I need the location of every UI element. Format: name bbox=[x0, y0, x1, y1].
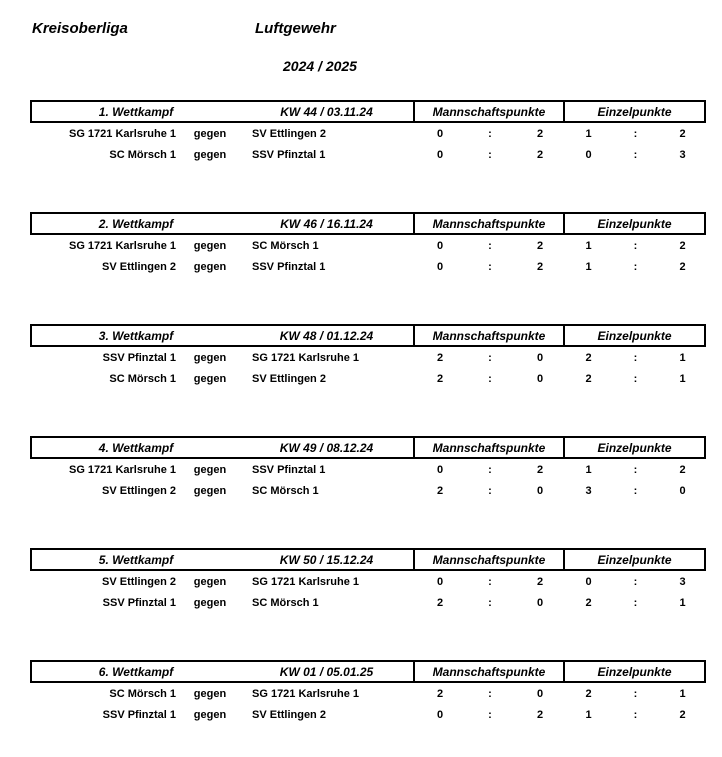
home-team: SC Mörsch 1 bbox=[109, 687, 176, 700]
single-points-home: 0 bbox=[585, 575, 592, 588]
home-team: SV Ettlingen 2 bbox=[102, 575, 176, 588]
single-points-home: 1 bbox=[585, 127, 592, 140]
away-team: SSV Pfinztal 1 bbox=[252, 463, 326, 476]
team-points-home: 2 bbox=[436, 687, 444, 700]
colon-separator: : bbox=[488, 148, 492, 161]
single-points-home: 2 bbox=[585, 596, 592, 609]
team-points-away: 2 bbox=[536, 239, 544, 252]
single-points-home: 2 bbox=[585, 687, 592, 700]
colon-separator: : bbox=[633, 708, 638, 721]
match-row bbox=[30, 704, 706, 725]
single-points-away: 2 bbox=[679, 260, 686, 273]
team-points-home: 2 bbox=[436, 484, 444, 497]
competition-title: 1. Wettkampf bbox=[98, 104, 174, 119]
team-points-header: Mannschaftspunkte bbox=[413, 550, 563, 569]
away-team: SSV Pfinztal 1 bbox=[252, 148, 326, 161]
team-points-home: 0 bbox=[436, 575, 444, 588]
team-points-header: Mannschaftspunkte bbox=[413, 102, 563, 121]
match-row bbox=[30, 683, 706, 704]
colon-separator: : bbox=[488, 596, 492, 609]
versus-label: gegen bbox=[193, 148, 227, 161]
colon-separator: : bbox=[633, 575, 638, 588]
colon-separator: : bbox=[633, 127, 638, 140]
team-points-home: 0 bbox=[436, 127, 444, 140]
away-team: SSV Pfinztal 1 bbox=[252, 260, 326, 273]
single-points-away: 2 bbox=[679, 127, 686, 140]
single-points-away: 3 bbox=[679, 575, 686, 588]
competition-week: KW 50 / 15.12.24 bbox=[279, 552, 374, 567]
single-points-home: 0 bbox=[585, 148, 592, 161]
competition-block bbox=[30, 324, 706, 389]
competition-header bbox=[30, 100, 706, 123]
colon-separator: : bbox=[633, 596, 638, 609]
home-team: SV Ettlingen 2 bbox=[102, 260, 176, 273]
colon-separator: : bbox=[633, 687, 638, 700]
competitions-list bbox=[30, 100, 706, 725]
colon-separator: : bbox=[488, 239, 492, 252]
home-team: SV Ettlingen 2 bbox=[102, 484, 176, 497]
away-team: SV Ettlingen 2 bbox=[252, 127, 326, 140]
away-team: SC Mörsch 1 bbox=[252, 484, 319, 497]
single-points-header: Einzelpunkte bbox=[563, 662, 704, 681]
single-points-away: 2 bbox=[679, 239, 686, 252]
match-row bbox=[30, 459, 706, 480]
team-points-away: 2 bbox=[536, 148, 544, 161]
colon-separator: : bbox=[488, 372, 492, 385]
away-team: SG 1721 Karlsruhe 1 bbox=[252, 351, 360, 364]
single-points-away: 1 bbox=[679, 687, 686, 700]
versus-label: gegen bbox=[193, 260, 227, 273]
team-points-away: 2 bbox=[536, 127, 544, 140]
match-row bbox=[30, 144, 706, 165]
team-points-away: 2 bbox=[536, 575, 544, 588]
home-team: SSV Pfinztal 1 bbox=[102, 708, 176, 721]
single-points-home: 1 bbox=[585, 260, 592, 273]
single-points-away: 1 bbox=[679, 372, 686, 385]
team-points-away: 0 bbox=[536, 372, 544, 385]
single-points-home: 1 bbox=[585, 239, 592, 252]
team-points-home: 0 bbox=[436, 239, 444, 252]
team-points-away: 2 bbox=[536, 463, 544, 476]
team-points-home: 2 bbox=[436, 596, 444, 609]
colon-separator: : bbox=[488, 260, 492, 273]
competition-title: 2. Wettkampf bbox=[98, 216, 174, 231]
competition-title: 6. Wettkampf bbox=[98, 664, 174, 679]
single-points-away: 2 bbox=[679, 463, 686, 476]
single-points-away: 1 bbox=[679, 351, 686, 364]
team-points-home: 0 bbox=[436, 148, 444, 161]
colon-separator: : bbox=[488, 463, 492, 476]
home-team: SG 1721 Karlsruhe 1 bbox=[68, 463, 176, 476]
competition-week: KW 49 / 08.12.24 bbox=[279, 440, 374, 455]
match-row bbox=[30, 592, 706, 613]
team-points-home: 0 bbox=[436, 260, 444, 273]
away-team: SC Mörsch 1 bbox=[252, 239, 319, 252]
competition-block bbox=[30, 436, 706, 501]
competition-header bbox=[30, 548, 706, 571]
versus-label: gegen bbox=[193, 687, 227, 700]
single-points-away: 1 bbox=[679, 596, 686, 609]
colon-separator: : bbox=[633, 351, 638, 364]
match-row bbox=[30, 480, 706, 501]
colon-separator: : bbox=[488, 127, 492, 140]
home-team: SSV Pfinztal 1 bbox=[102, 596, 176, 609]
team-points-away: 0 bbox=[536, 687, 544, 700]
home-team: SSV Pfinztal 1 bbox=[102, 351, 176, 364]
competition-header bbox=[30, 660, 706, 683]
team-points-home: 2 bbox=[436, 372, 444, 385]
home-team: SC Mörsch 1 bbox=[109, 372, 176, 385]
single-points-header: Einzelpunkte bbox=[563, 550, 704, 569]
team-points-away: 0 bbox=[536, 596, 544, 609]
single-points-home: 1 bbox=[585, 708, 592, 721]
versus-label: gegen bbox=[193, 351, 227, 364]
single-points-header: Einzelpunkte bbox=[563, 102, 704, 121]
single-points-away: 0 bbox=[679, 484, 686, 497]
team-points-header: Mannschaftspunkte bbox=[413, 326, 563, 345]
versus-label: gegen bbox=[193, 575, 227, 588]
single-points-home: 2 bbox=[585, 351, 592, 364]
team-points-away: 0 bbox=[536, 484, 544, 497]
competition-title: 3. Wettkampf bbox=[98, 328, 174, 343]
match-row bbox=[30, 571, 706, 592]
away-team: SC Mörsch 1 bbox=[252, 596, 319, 609]
single-points-home: 1 bbox=[585, 463, 592, 476]
colon-separator: : bbox=[633, 260, 638, 273]
competition-header bbox=[30, 212, 706, 235]
competition-block bbox=[30, 660, 706, 725]
colon-separator: : bbox=[488, 575, 492, 588]
team-points-header: Mannschaftspunkte bbox=[413, 438, 563, 457]
competition-week: KW 46 / 16.11.24 bbox=[280, 216, 373, 231]
home-team: SC Mörsch 1 bbox=[109, 148, 176, 161]
team-points-home: 0 bbox=[436, 708, 444, 721]
competition-week: KW 01 / 05.01.25 bbox=[279, 664, 374, 679]
colon-separator: : bbox=[488, 687, 492, 700]
team-points-header: Mannschaftspunkte bbox=[413, 214, 563, 233]
league-title: Kreisoberliga bbox=[32, 20, 128, 37]
page-header bbox=[0, 0, 722, 100]
team-points-away: 2 bbox=[536, 260, 544, 273]
match-row bbox=[30, 235, 706, 256]
versus-label: gegen bbox=[193, 127, 227, 140]
away-team: SG 1721 Karlsruhe 1 bbox=[252, 575, 360, 588]
colon-separator: : bbox=[488, 708, 492, 721]
away-team: SV Ettlingen 2 bbox=[252, 708, 326, 721]
versus-label: gegen bbox=[193, 239, 227, 252]
colon-separator: : bbox=[488, 351, 492, 364]
competition-block bbox=[30, 548, 706, 613]
home-team: SG 1721 Karlsruhe 1 bbox=[68, 127, 176, 140]
colon-separator: : bbox=[633, 372, 638, 385]
single-points-home: 3 bbox=[585, 484, 592, 497]
away-team: SV Ettlingen 2 bbox=[252, 372, 326, 385]
competition-header bbox=[30, 324, 706, 347]
versus-label: gegen bbox=[193, 708, 227, 721]
team-points-home: 0 bbox=[436, 463, 444, 476]
colon-separator: : bbox=[633, 148, 638, 161]
discipline-title: Luftgewehr bbox=[255, 20, 336, 37]
match-row bbox=[30, 368, 706, 389]
match-row bbox=[30, 123, 706, 144]
single-points-away: 3 bbox=[679, 148, 686, 161]
versus-label: gegen bbox=[193, 463, 227, 476]
competition-header bbox=[30, 436, 706, 459]
home-team: SG 1721 Karlsruhe 1 bbox=[68, 239, 176, 252]
match-row bbox=[30, 256, 706, 277]
competition-title: 4. Wettkampf bbox=[98, 440, 174, 455]
team-points-away: 0 bbox=[536, 351, 544, 364]
single-points-header: Einzelpunkte bbox=[563, 214, 704, 233]
competition-title: 5. Wettkampf bbox=[98, 552, 174, 567]
season-title: 2024 / 2025 bbox=[283, 58, 357, 74]
team-points-away: 2 bbox=[536, 708, 544, 721]
colon-separator: : bbox=[633, 463, 638, 476]
versus-label: gegen bbox=[193, 372, 227, 385]
single-points-header: Einzelpunkte bbox=[563, 438, 704, 457]
versus-label: gegen bbox=[193, 596, 227, 609]
single-points-home: 2 bbox=[585, 372, 592, 385]
away-team: SG 1721 Karlsruhe 1 bbox=[252, 687, 360, 700]
competition-week: KW 44 / 03.11.24 bbox=[280, 104, 373, 119]
team-points-home: 2 bbox=[436, 351, 444, 364]
colon-separator: : bbox=[488, 484, 492, 497]
single-points-header: Einzelpunkte bbox=[563, 326, 704, 345]
colon-separator: : bbox=[633, 239, 638, 252]
competition-week: KW 48 / 01.12.24 bbox=[279, 328, 374, 343]
competition-block bbox=[30, 100, 706, 165]
match-row bbox=[30, 347, 706, 368]
versus-label: gegen bbox=[193, 484, 227, 497]
colon-separator: : bbox=[633, 484, 638, 497]
single-points-away: 2 bbox=[679, 708, 686, 721]
team-points-header: Mannschaftspunkte bbox=[413, 662, 563, 681]
competition-block bbox=[30, 212, 706, 277]
